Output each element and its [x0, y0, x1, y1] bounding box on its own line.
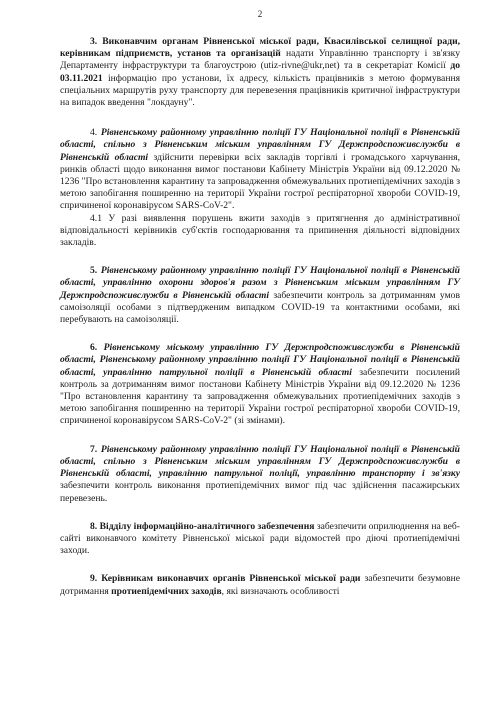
p3-deadline: до 03.11.2021 [60, 60, 460, 84]
p9-text-1: забезпечити безумовне дотримання [60, 573, 461, 597]
p9-emphasis: протиепідемічних заходів [111, 585, 222, 597]
p7-text: забезпечити контроль виконання протиепідемічних вимог під час здійснення пасажирських перевезень. [60, 480, 460, 504]
paragraph-4 [60, 127, 460, 212]
p3-addressee: Виконавчим органам Рівненської міської ради, Квасилівської селищної ради, керівникам підприємств, установ та організацій [60, 36, 460, 60]
p7-addressee: Рівненському районному управлінню поліції ГУ Національної поліції в Рівненській області, спільно з Рівненським міським управлінням ГУ Держпродспоживслужби в Рівненській області, управлінню патрульної поліції, управлінню транспорту і зв'язку [60, 443, 460, 480]
paragraph-7 [60, 444, 460, 505]
p5-text: забезпечити контроль за дотриманням умов самоізоляції особами з підтвердженим випадком COVID-19 та контактними особами, які перебувають на самоізоляції. [60, 289, 460, 326]
paragraph-6 [60, 342, 460, 427]
p6-text: забезпечити посилений контроль за дотриманням вимог постанови Кабінету Міністрів України від 09.12.2020 № 1236 "Про встановлення карантину та запровадження обмежувальних протиепідемічних заходів з метою запобігання поширенню на території України гострої респіраторної хвороби COVID-19, спричиненої коронавірусом SARS-CoV-2" (зі змінами). [60, 366, 460, 427]
p8-number: 8. [90, 520, 98, 532]
paragraph-9 [60, 573, 460, 597]
p9-text-2: , які визначають особливості [221, 585, 340, 597]
p8-text: забезпечити оприлюднення на веб-сайті виконавчого комітету Рівненської міської ради відомостей про діючі протиепідемічні заходи. [60, 520, 460, 557]
p4-1-text: 4.1 У разі виявлення порушень вжити заходів з притягнення до адміністративної відповідальності керівників суб'єктів господарювання та припинення діяльності відповідних закладів. [60, 212, 460, 249]
paragraph-4-1 [60, 213, 460, 250]
p5-number: 5. [90, 265, 98, 277]
page-number: 2 [257, 9, 263, 19]
p6-addressee: Рівненському міському управлінню ГУ Держпродспоживслужби в Рівненській області, Рівненському районному управлінню поліції ГУ Національної поліції в Рівненській області, управлінню патрульної поліції в Рівненській області [60, 342, 460, 378]
p4-number: 4. [90, 127, 98, 139]
p4-text: здійснити перевірки всіх закладів торгівлі і громадського харчування, ринків області щодо виконання вимог постанови Кабінету Міністрів України від 09.12.2020 № 1236 "Про встановлення карантину та запровадження обмежувальних протиепідемічних заходів з метою запобігання поширенню на території України гострої респіраторної хвороби COVID-19, спричиненої коронавірусом SARS-CoV-2". [60, 151, 460, 212]
p6-number: 6. [90, 342, 98, 354]
p4-addressee: Рівненському районному управлінню поліції ГУ Національної поліції в Рівненській області, спільно з Рівненським міським управлінням ГУ Держпродспоживслужби в Рівненській області [60, 127, 460, 163]
p3-text-1: надати Управлінню транспорту і зв'язку Департаменту інфраструктури та благоустрою (utiz-rivne@ukr,net) та в секретаріат Комісії [60, 48, 460, 72]
p9-addressee: Керівникам виконавчих органів Рівненської міської ради [101, 573, 361, 585]
p9-number: 9. [90, 573, 98, 585]
paragraph-5 [60, 265, 460, 326]
paragraph-8 [60, 521, 460, 558]
p5-addressee: Рівненському районному управлінню поліції ГУ Національної поліції в Рівненській області, управлінню охорони здоров'я разом з Рівненським міським управлінням ГУ Держпродспоживслужби в Рівненській області [60, 265, 460, 301]
p3-number: 3. [90, 36, 98, 47]
p8-addressee: Відділу інформаційно-аналітичного забезпечення [99, 520, 315, 532]
paragraph-3 [60, 36, 460, 109]
p3-text-2: інформацію про установи, їх адресу, кількість працівників з метою формування спеціальних маршрутів руху транспорту для перевезення працівників критичної інфраструктури на випадок введення "локдауну". [60, 72, 460, 109]
p7-number: 7. [90, 443, 98, 455]
